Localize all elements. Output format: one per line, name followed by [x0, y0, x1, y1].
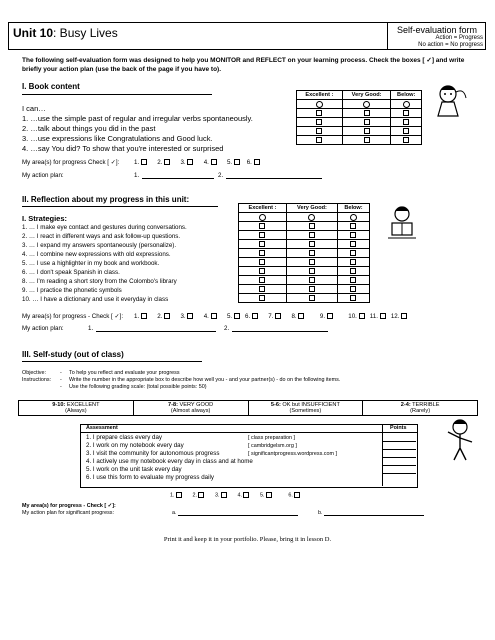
checkbox[interactable] [211, 313, 217, 319]
sad-face-icon [403, 101, 410, 108]
checkbox[interactable] [187, 159, 193, 165]
happy-face-icon [259, 214, 266, 221]
assessment-header: Assessment [86, 425, 118, 431]
checkbox[interactable] [359, 313, 365, 319]
col-excellent: Excellent : [297, 91, 343, 100]
checkbox[interactable] [309, 259, 315, 265]
header-box [8, 22, 486, 50]
checkbox[interactable] [316, 110, 322, 116]
checkbox[interactable] [259, 295, 265, 301]
objective-dash: - [60, 370, 62, 376]
checkbox[interactable] [187, 313, 193, 319]
scale-insufficient: 5-6: OK but INSUFFICIENT (Sometimes) [248, 401, 363, 416]
checkbox[interactable] [259, 250, 265, 256]
assessment-item: 2. I work on my notebook every day [86, 442, 184, 449]
strategy-item: 9. … I practice the phonetic symbols [22, 287, 122, 294]
checkbox[interactable] [259, 223, 265, 229]
checkbox[interactable] [294, 492, 300, 498]
section3-progress-label: My area(s) for progress - Check [ ✓]: [22, 503, 116, 509]
happy-face-icon [316, 101, 323, 108]
section1-plan-2: 2. [218, 172, 224, 179]
section2-plan-1: 1. [88, 325, 94, 332]
points-field[interactable] [383, 473, 416, 474]
checkbox[interactable] [364, 128, 370, 134]
section3-title: III. Self-study (out of class) [22, 350, 124, 359]
unit-title: Unit 10: Busy Lives [13, 26, 118, 40]
form-title: Self-evaluation form [396, 25, 478, 35]
strategy-item: 10. … I have a dictionary and use it everyday in class [22, 296, 169, 303]
section2-rule [22, 206, 218, 207]
checkbox[interactable] [350, 286, 356, 292]
plan-line[interactable] [324, 515, 424, 516]
plan-line[interactable] [142, 178, 214, 179]
col-very-good: Very Good: [286, 204, 337, 213]
section1-item-4: 4. …say You did? To show that you're interested or surprised [22, 144, 224, 153]
section1-rule [22, 94, 212, 95]
scale-terrible: 2-4: TERRIBLE (Rarely) [363, 401, 478, 416]
sad-face-icon [350, 214, 357, 221]
section3-rule [22, 361, 202, 362]
checkbox[interactable] [350, 277, 356, 283]
checkbox[interactable] [309, 250, 315, 256]
strategy-item: 8. … I'm reading a short story from the Colombo's library [22, 278, 177, 285]
legend-no-progress: No action = No progress [418, 42, 483, 48]
checkbox[interactable] [234, 313, 240, 319]
points-field[interactable] [383, 465, 416, 466]
instructions-text-1: Write the number in the appropriate box to describe how well you - and your partner(s) - do on the following items. [69, 377, 341, 383]
section1-item-3: 3. …use expressions like Congratulations and Good luck. [22, 134, 213, 143]
section2-plan-2: 2. [224, 325, 230, 332]
checkbox[interactable] [259, 241, 265, 247]
section1-title: I. Book content [22, 82, 80, 91]
checkbox[interactable] [350, 232, 356, 238]
plan-line[interactable] [232, 331, 328, 332]
grading-scale-table [18, 400, 478, 416]
section1-progress-checks: 1. 2. 3. 4. 5. 6. [134, 159, 260, 166]
neutral-face-icon [363, 101, 370, 108]
checkbox[interactable] [401, 313, 407, 319]
section1-plan-label: My action plan: [22, 172, 64, 179]
checkbox[interactable] [350, 268, 356, 274]
strategy-item: 5. … I use a highlighter in my book and workbook. [22, 260, 160, 267]
assessment-item: 5. I work on the unit task every day [86, 466, 182, 473]
col-excellent: Excellent : [239, 204, 287, 213]
checkbox[interactable] [259, 259, 265, 265]
checkbox[interactable] [403, 119, 409, 125]
checkbox[interactable] [350, 295, 356, 301]
checkbox[interactable] [309, 286, 315, 292]
checkbox[interactable] [316, 137, 322, 143]
checkbox[interactable] [364, 119, 370, 125]
checkbox[interactable] [164, 313, 170, 319]
checkbox[interactable] [309, 241, 315, 247]
checkbox[interactable] [164, 159, 170, 165]
student-reading-illustration [384, 205, 420, 241]
form-title-block [391, 25, 483, 49]
checkbox[interactable] [221, 492, 227, 498]
section2-rating-grid [238, 203, 370, 303]
checkbox[interactable] [364, 110, 370, 116]
checkbox[interactable] [309, 277, 315, 283]
col-below: Below: [391, 91, 422, 100]
col-below: Below: [337, 204, 369, 213]
thinking-person-illustration [432, 84, 468, 118]
checkbox[interactable] [259, 286, 265, 292]
assessment-item: 3. I visit the community for autonomous progress [86, 450, 220, 457]
strategy-item: 1. … I make eye contact and gestures during conversations. [22, 224, 187, 231]
checkbox[interactable] [364, 137, 370, 143]
assessment-item: 1. I prepare class every day [86, 434, 163, 441]
section2-plan-label: My action plan: [22, 325, 64, 332]
checkbox[interactable] [350, 223, 356, 229]
checkbox[interactable] [198, 492, 204, 498]
checkbox[interactable] [254, 159, 260, 165]
checkbox[interactable] [309, 268, 315, 274]
strategy-item: 6. … I don't speak Spanish in class. [22, 269, 120, 276]
strategy-item: 3. … I expand my answers spontaneously (personalize). [22, 242, 177, 249]
checkbox[interactable] [327, 313, 333, 319]
section1-plan-1: 1. [134, 172, 140, 179]
checkbox[interactable] [309, 232, 315, 238]
section1-rating-grid [296, 90, 422, 145]
section2-title: II. Reflection about my progress in this unit: [22, 195, 190, 204]
checkbox[interactable] [403, 110, 409, 116]
strategy-item: 2. … I react in different ways and ask follow-up questions. [22, 233, 181, 240]
points-field[interactable] [383, 449, 416, 450]
checkbox[interactable] [234, 159, 240, 165]
section1-item-2: 2. …talk about things you did in the past [22, 124, 156, 133]
checkbox[interactable] [141, 159, 147, 165]
points-field[interactable] [383, 457, 416, 458]
checkbox[interactable] [403, 137, 409, 143]
scale-very-good: 7-8: VERY GOOD (Almost always) [133, 401, 248, 416]
checkbox[interactable] [403, 128, 409, 134]
instructions-dash: - [60, 384, 62, 390]
checkbox[interactable] [141, 313, 147, 319]
assessment-item: 6. I use this form to evaluate my progress daily [86, 474, 214, 481]
checkbox[interactable] [380, 313, 386, 319]
plan-line[interactable] [226, 178, 322, 179]
checkbox[interactable] [259, 277, 265, 283]
checkbox[interactable] [259, 232, 265, 238]
section3-plan-a: a. [172, 510, 177, 516]
assessment-note: [ class preparation ] [248, 435, 296, 441]
assessment-item: 4. I actively use my notebook every day in class and at home [86, 458, 253, 465]
section1-item-1: 1. …use the simple past of regular and irregular verbs spontaneously. [22, 114, 253, 123]
section2-sub: I. Strategies: [22, 214, 68, 223]
neutral-face-icon [308, 214, 315, 221]
waving-person-illustration [440, 418, 480, 462]
intro-text: The following self-evaluation form was designed to help you MONITOR and REFLECT on your learning process. Check the boxes [ ✓] and write briefly your action plan (use the back of the page if you have to). [22, 57, 465, 73]
section2-progress-label: My area(s) for progress - Check [ ✓]: [22, 313, 124, 320]
section3-plan-b: b. [318, 510, 323, 516]
instructions-dash: - [60, 377, 62, 383]
checkbox[interactable] [350, 259, 356, 265]
checkbox[interactable] [243, 492, 249, 498]
section3-plan-label: My action plan for significant progress: [22, 510, 114, 516]
checkbox[interactable] [176, 492, 182, 498]
instructions-text-2: Use the following grading scale: (total possible points: 50) [69, 384, 207, 390]
checkbox[interactable] [350, 241, 356, 247]
checkbox[interactable] [252, 313, 258, 319]
checkbox[interactable] [309, 223, 315, 229]
points-field[interactable] [383, 441, 416, 442]
plan-line[interactable] [178, 515, 298, 516]
points-header: Points [390, 425, 407, 431]
col-very-good: Very Good: [342, 91, 391, 100]
section1-lead: I can… [22, 104, 46, 113]
section1-progress-label: My area(s) for progress Check [ ✓]: [22, 159, 120, 166]
footer-note: Print it and keep it in your portfolio. Please, bring it in lesson D. [163, 536, 332, 543]
objective-text: To help you reflect and evaluate your progress [69, 370, 180, 376]
objective-label: Objective: [22, 370, 46, 376]
checkbox[interactable] [259, 268, 265, 274]
checkbox[interactable] [298, 313, 304, 319]
legend-progress: Action = Progress [435, 35, 483, 41]
scale-excellent: 9-10: EXCELLENT (Always) [19, 401, 134, 416]
assessment-note: [ cambridgelsm.org ] [248, 443, 297, 449]
instructions-label: Instructions: [22, 377, 52, 383]
section3-progress-checks: 1. 2. 3. 4. 5. 6. [170, 492, 300, 498]
checkbox[interactable] [266, 492, 272, 498]
section2-progress-checks: 1. 2. 3. 4. 5. 6. 7. 8. 9. 10. 11. 12. [134, 313, 407, 320]
plan-line[interactable] [96, 331, 216, 332]
strategy-item: 4. … I combine new expressions with old expressions. [22, 251, 171, 258]
checkbox[interactable] [316, 128, 322, 134]
checkbox[interactable] [275, 313, 281, 319]
checkbox[interactable] [350, 250, 356, 256]
assessment-note: [ significantprogress.wordpress.com ] [248, 451, 337, 457]
checkbox[interactable] [309, 295, 315, 301]
checkbox[interactable] [316, 119, 322, 125]
checkbox[interactable] [211, 159, 217, 165]
